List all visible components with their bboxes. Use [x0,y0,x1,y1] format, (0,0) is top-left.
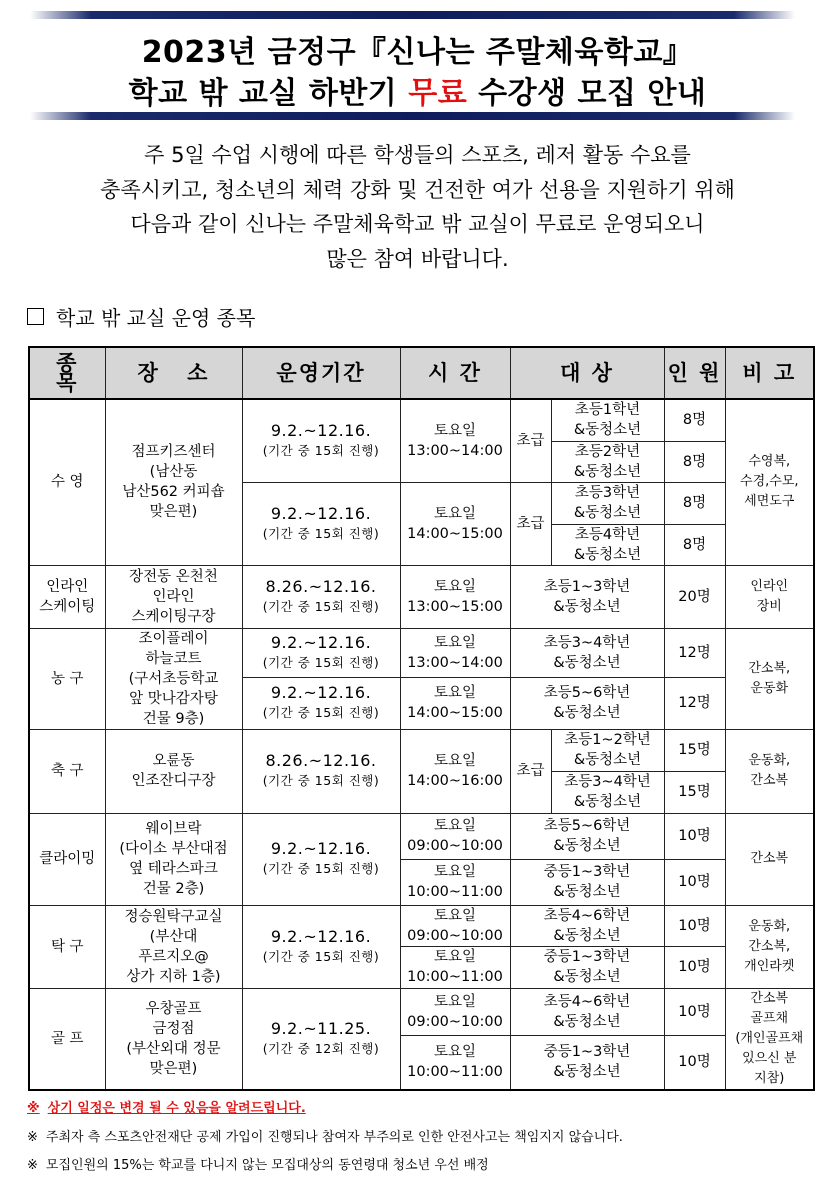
time-hours: 13:00~14:00 [407,654,503,671]
title-free-highlight: 무료 [408,76,468,111]
place-cell [105,729,242,813]
table-row [29,988,814,1035]
time-hours: 14:00~15:00 [407,525,503,542]
target-line: 초등5~6학년 [543,818,631,834]
place-line: (구서초등학교 [128,670,219,687]
period-sessions: (기간 중 15회 진행) [262,525,380,541]
target-line: &동청소년 [573,752,642,768]
sport-cell: 골 프 [29,988,105,1090]
note-line: 간소복 [750,851,789,866]
time-cell [400,988,510,1035]
period-dates: 9.2.~12.16. [270,839,372,858]
target-line: 초등3학년 [574,485,641,501]
target-cell [551,729,664,771]
title-line2-pre: 학교 밖 교실 하반기 [128,76,409,111]
period-cell [242,628,400,677]
target-line: &동청소년 [553,705,621,722]
note-line: 운동화 [750,680,789,696]
time-day: 토요일 [433,993,477,1010]
target-cell [510,677,664,729]
table-row [29,905,814,946]
target-cell [510,1035,664,1089]
schedule-table [28,346,815,1091]
target-line: &동청소년 [553,927,621,944]
time-cell [400,905,510,946]
target-cell [551,524,664,565]
target-line: 초등1~3학년 [543,578,631,595]
note-line: 운동화, [748,753,791,768]
time-hours: 14:00~16:00 [407,773,503,789]
place-cell [105,988,242,1090]
count-cell: 8명 [664,482,725,524]
note-line: (개인골프채 [735,1030,804,1046]
time-day: 토요일 [433,907,477,924]
note-cell [725,628,814,729]
table-row [29,813,814,859]
target-cell [510,628,664,677]
place-line: 스케이팅구장 [131,608,216,625]
time-cell [400,859,510,905]
place-line: 오륜동 [152,753,195,769]
place-line: 앞 맛나감자탕 [129,690,218,707]
period-sessions: (기간 중 15회 진행) [262,654,380,670]
target-line: 초등4~6학년 [543,907,631,924]
count-cell: 8명 [664,399,725,441]
period-cell [242,677,400,729]
target-line: 초등4~6학년 [543,993,631,1010]
count-cell: 8명 [664,441,725,482]
note-cell [725,565,814,628]
table-header-row [29,347,814,399]
target-line: &동청소년 [573,422,642,439]
time-day: 토요일 [433,422,477,439]
count-cell: 10명 [664,1035,725,1089]
note-line: 간소복, [748,660,791,676]
target-line: 초등3~4학년 [543,634,631,651]
target-cell [510,988,664,1035]
target-line: 초등4학년 [574,526,641,543]
note-cell [725,399,814,565]
table-row [29,628,814,677]
place-line: 금정점 [152,1020,195,1037]
period-dates: 9.2.~12.16. [270,420,372,440]
time-hours: 13:00~15:00 [407,598,503,615]
period-dates: 8.26.~12.16. [265,576,377,596]
note-line: 개인라켓 [744,958,795,974]
period-dates: 9.2.~11.25. [270,1018,372,1038]
time-cell [400,729,510,813]
reference-mark-icon: ※ [27,1158,38,1173]
notice-insurance [27,1126,623,1145]
period-sessions: (기간 중 15회 진행) [262,598,380,614]
title-line2-post: 수강생 모집 안내 [467,76,707,111]
level-cell: 초급 [510,482,551,565]
time-hours: 09:00~10:00 [407,1013,503,1030]
time-day: 토요일 [433,753,477,769]
notice-schedule-change [27,1097,306,1116]
place-line: 인조잔디구장 [131,773,216,789]
sport-cell: 클라이밍 [29,813,105,905]
section-heading [27,302,255,331]
target-line: 중등1~3학년 [543,949,631,965]
target-line: 중등1~3학년 [543,864,631,880]
target-line: &동청소년 [573,505,642,521]
target-cell [551,771,664,813]
notice-text: 모집인원의 15%는 학교를 다니지 않는 모집대상의 동연령대 청소년 우선 배정 [45,1158,489,1173]
sport-cell: 축 구 [29,729,105,813]
count-cell: 15명 [664,771,725,813]
count-cell: 10명 [664,946,725,988]
note-line: 간소복 [750,773,789,788]
time-day: 토요일 [433,818,477,834]
target-line: 중등1~3학년 [543,1044,631,1061]
place-cell [105,399,242,565]
target-cell [510,565,664,628]
level-cell: 초급 [510,729,551,813]
target-cell [510,813,664,859]
place-line: 건물 2층) [142,881,205,897]
time-day: 토요일 [433,505,477,522]
place-line: (부산대 [149,928,198,945]
target-cell [510,859,664,905]
page-title-line2 [0,68,835,112]
section-heading-label: 학교 밖 교실 운영 종목 [56,306,256,330]
place-line: 맞은편) [149,504,198,521]
intro-line: 많은 참여 바랍니다. [326,246,509,271]
time-cell [400,399,510,482]
time-hours: 10:00~11:00 [407,884,503,900]
count-cell: 15명 [664,729,725,771]
target-line: &동청소년 [553,654,621,671]
sport-line: 인라인 [46,578,89,595]
target-cell [551,482,664,524]
table-row [29,399,814,441]
time-hours: 09:00~10:00 [407,927,503,944]
time-day: 토요일 [433,634,477,651]
period-dates: 9.2.~12.16. [270,683,372,703]
header-time: 시 간 [400,347,510,399]
target-line: 초등1학년 [574,402,641,419]
period-dates: 9.2.~12.16. [270,632,372,652]
place-line: 장전동 온천천 [129,568,218,585]
place-line: 건물 9층) [142,710,205,727]
place-line: 웨이브락 [145,821,202,837]
target-line: 초등3~4학년 [564,774,651,790]
notice-quota [27,1154,489,1173]
count-cell: 12명 [664,628,725,677]
intro-paragraph [30,138,805,276]
time-hours: 14:00~15:00 [407,705,503,722]
place-line: (부산외대 정문 [126,1040,221,1057]
level-cell: 초급 [510,399,551,482]
count-cell: 12명 [664,677,725,729]
time-day: 토요일 [433,1044,477,1061]
period-cell [242,565,400,628]
notice-text: 주최자 측 스포츠안전재단 공제 가입이 진행되나 참여자 부주의로 인한 안전사고는 책임지지 않습니다. [45,1130,623,1145]
time-day: 토요일 [433,685,477,702]
place-line: (남산동 [149,464,198,481]
period-dates: 9.2.~12.16. [270,503,372,523]
target-line: 초등1~2학년 [564,732,651,748]
note-cell [725,988,814,1090]
place-line: 옆 테라스파크 [129,861,218,877]
place-line: 하늘코트 [145,650,202,667]
sport-cell [29,565,105,628]
count-cell: 10명 [664,988,725,1035]
count-cell: 10명 [664,905,725,946]
count-cell: 8명 [664,524,725,565]
time-cell [400,946,510,988]
header-note: 비 고 [725,347,814,399]
table-row [29,565,814,628]
sport-line: 스케이팅 [39,598,96,615]
intro-line: 다음과 같이 신나는 주말체육학교 밖 교실이 무료로 운영되오니 [130,212,705,236]
note-line: 골프채 [750,1010,789,1026]
note-line: 장비 [756,598,782,614]
place-line: 인라인 [152,588,195,605]
note-line: 세면도구 [744,494,795,510]
target-line: &동청소년 [553,598,621,615]
period-dates: 8.26.~12.16. [265,751,377,770]
period-dates: 9.2.~12.16. [270,926,372,946]
reference-mark-icon: ※ [27,1101,40,1116]
sport-cell: 수 영 [29,399,105,565]
place-line: (다이소 부산대점 [119,841,228,857]
header-place: 장 소 [105,347,242,399]
period-cell [242,905,400,988]
target-line: &동청소년 [553,1064,621,1081]
time-cell [400,1035,510,1089]
place-line: 정승원탁구교실 [124,908,223,925]
note-line: 지참) [754,1070,785,1086]
place-line: 푸르지오@ [138,948,209,965]
target-line: &동청소년 [573,463,642,480]
place-cell [105,813,242,905]
target-line: &동청소년 [553,838,621,854]
target-line: &동청소년 [553,969,621,985]
target-line: &동청소년 [553,884,621,900]
target-cell [510,946,664,988]
note-line: 수영복, [748,454,791,470]
target-line: 초등2학년 [574,443,641,460]
period-sessions: (기간 중 15회 진행) [262,705,380,721]
time-cell [400,677,510,729]
target-line: &동청소년 [573,794,642,810]
target-cell [551,399,664,441]
time-hours: 09:00~10:00 [407,838,503,854]
note-cell [725,813,814,905]
time-cell [400,628,510,677]
table-row [29,729,814,771]
note-line: 있으신 분 [742,1050,797,1066]
sport-cell: 농 구 [29,628,105,729]
target-line: 초등5~6학년 [543,685,631,702]
time-day: 토요일 [433,864,477,880]
place-cell [105,565,242,628]
header-target: 대 상 [510,347,664,399]
period-sessions: (기간 중 15회 진행) [262,773,380,788]
period-cell [242,399,400,482]
sport-cell: 탁 구 [29,905,105,988]
count-cell: 20명 [664,565,725,628]
page-title-line1: 2023년 금정구『신나는 주말체육학교』 [141,35,694,70]
time-hours: 10:00~11:00 [407,969,503,985]
time-cell [400,482,510,565]
note-line: 간소복 [750,990,789,1006]
header-period: 운영기간 [242,347,400,399]
note-line: 간소복, [748,938,791,954]
place-line: 맞은편) [149,1060,198,1077]
place-line: 점프키즈센터 [131,444,216,461]
header-count: 인 원 [664,347,725,399]
count-cell: 10명 [664,813,725,859]
checkbox-icon [27,308,44,325]
note-cell [725,729,814,813]
count-cell: 10명 [664,859,725,905]
note-line: 운동화, [748,918,791,934]
notice-text: 상기 일정은 변경 될 수 있음을 알려드립니다. [47,1101,306,1116]
time-day: 토요일 [433,578,477,595]
note-line: 인라인 [750,578,789,594]
period-sessions: (기간 중 12회 진행) [262,1040,380,1056]
time-day: 토요일 [433,949,477,965]
time-cell [400,813,510,859]
time-hours: 10:00~11:00 [407,1064,503,1081]
period-cell [242,482,400,565]
target-line: &동청소년 [573,546,642,563]
header-sport: 종 목 [29,347,105,399]
place-line: 상가 지하 1층) [126,968,221,985]
period-cell [242,813,400,905]
place-cell [105,628,242,729]
note-line: 수경,수모, [740,474,799,490]
place-cell [105,905,242,988]
reference-mark-icon: ※ [27,1130,38,1145]
place-line: 남산562 커피숍 [122,484,225,501]
time-hours: 13:00~14:00 [407,442,503,459]
period-sessions: (기간 중 15회 진행) [262,948,380,964]
intro-line: 충족시키고, 청소년의 체력 강화 및 건전한 여가 선용을 지원하기 위해 [100,177,735,202]
intro-line: 주 5일 수업 시행에 따른 학생들의 스포츠, 레저 활동 수요를 [144,143,691,167]
period-sessions: (기간 중 15회 진행) [262,442,380,458]
time-cell [400,565,510,628]
place-line: 조이플레이 [138,630,209,647]
target-cell [510,905,664,946]
period-cell [242,988,400,1090]
title-bar-bottom [30,112,795,120]
title-bar-top [30,11,795,19]
place-line: 우창골프 [145,1000,202,1017]
target-line: &동청소년 [553,1013,621,1030]
target-cell [551,441,664,482]
period-sessions: (기간 중 15회 진행) [262,861,380,876]
period-cell [242,729,400,813]
note-cell [725,905,814,988]
